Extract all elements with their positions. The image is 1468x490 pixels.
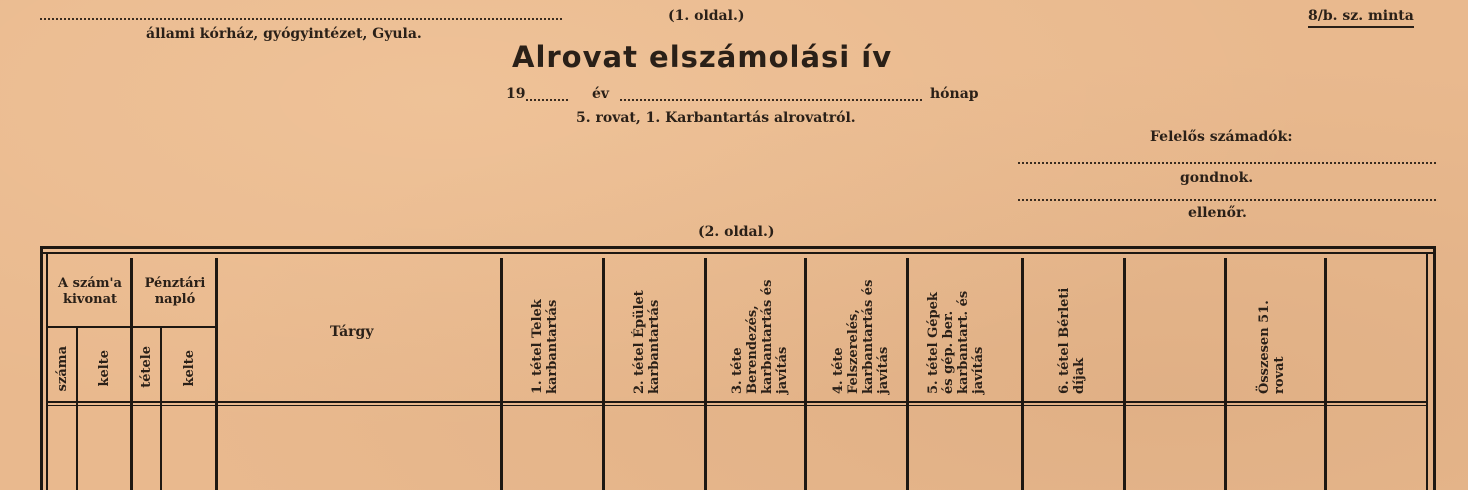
header-item-4: 4. téte Felszerelés, karbantartás és javítás bbox=[831, 279, 891, 394]
header-kelte-1: kelte bbox=[97, 350, 112, 387]
header-item-9 bbox=[1360, 268, 1396, 394]
header-targy: Tárgy bbox=[330, 324, 374, 340]
subtitle: 5. rovat, 1. Karbantartás alrovatról. bbox=[576, 110, 856, 126]
header-szamla-kivonat: A szám'a kivonat bbox=[58, 276, 122, 307]
header-item-6: 6. tétel Bérleti díjak bbox=[1057, 287, 1087, 394]
header-item-1: 1. tétel Telek karbantartás bbox=[530, 299, 560, 394]
header-item-2: 2. tétel Épület karbantartás bbox=[632, 290, 662, 394]
page-one-label: (1. oldal.) bbox=[668, 8, 745, 24]
header-tetele: tétele bbox=[139, 346, 154, 388]
role-ellenor: ellenőr. bbox=[1188, 205, 1247, 221]
data-row[interactable] bbox=[48, 407, 1426, 490]
header-item-3: 3. téte Berendezés, karbantartás és javítás bbox=[730, 279, 790, 394]
header-szama: száma bbox=[55, 346, 70, 392]
responsible-heading: Felelős számadók: bbox=[1150, 129, 1293, 145]
role-gondnok: gondnok. bbox=[1180, 170, 1254, 186]
month-label: hónap bbox=[930, 86, 979, 102]
header-item-5: 5. tétel Gépek és gép. ber. karbantart. és javítás bbox=[926, 290, 986, 394]
header-total: Összesen 51. rovat bbox=[1257, 300, 1287, 394]
form-number: 8/b. sz. minta bbox=[1308, 8, 1414, 28]
header-penztari-naplo: Pénztári napló bbox=[144, 276, 206, 307]
header-item-7 bbox=[1160, 268, 1196, 394]
year-prefix: 19 bbox=[506, 86, 526, 102]
page-title: Alrovat elszámolási ív bbox=[512, 40, 893, 74]
year-label: év bbox=[592, 86, 610, 102]
institution-label: állami kórház, gyógyintézet, Gyula. bbox=[146, 26, 422, 42]
page-two-label: (2. oldal.) bbox=[698, 224, 775, 240]
header-kelte-2: kelte bbox=[182, 350, 197, 387]
